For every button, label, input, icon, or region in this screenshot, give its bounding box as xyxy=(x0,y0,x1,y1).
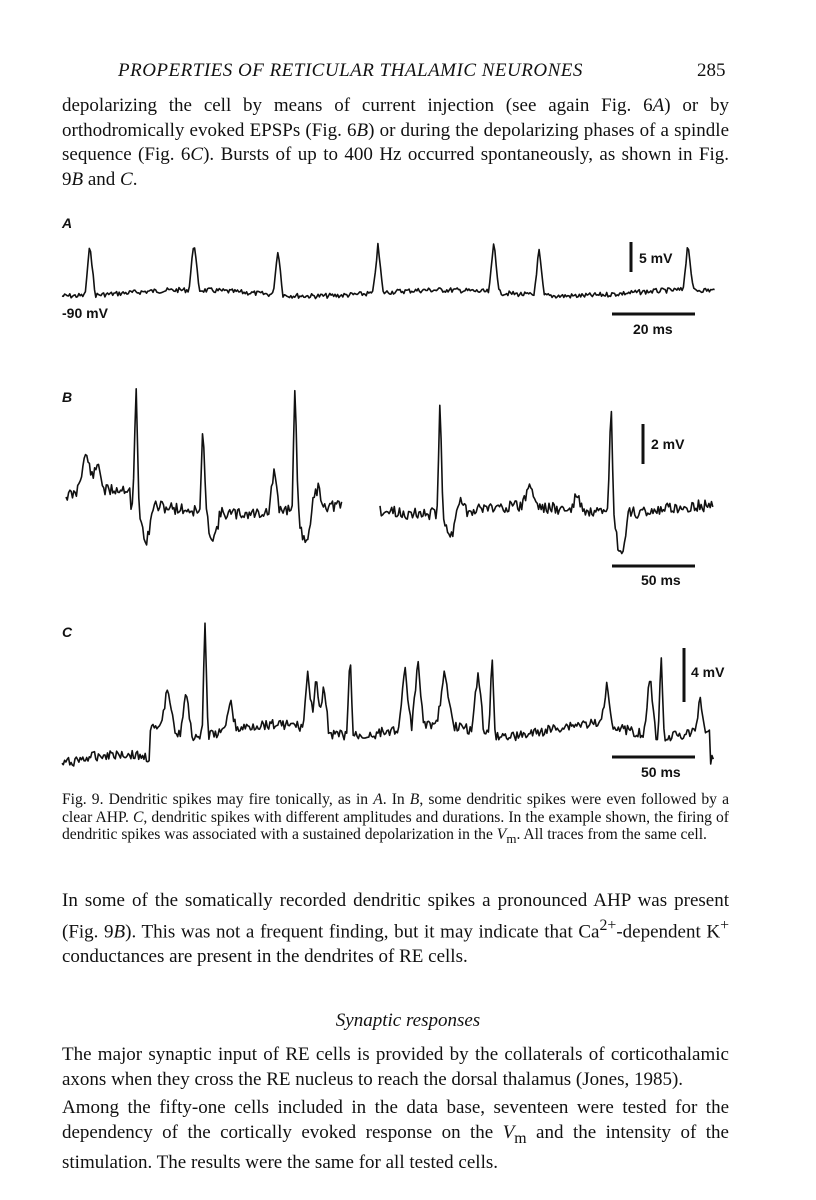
panel-a-time-scale-label: 20 ms xyxy=(633,321,673,337)
panel-a-baseline-label: -90 mV xyxy=(62,305,108,321)
panel-a-voltage-scale-label: 5 mV xyxy=(639,250,673,266)
panel-b-time-scale-label: 50 ms xyxy=(641,572,681,588)
panel-b-voltage-scale-label: 2 mV xyxy=(651,436,685,452)
panel-c-letter: C xyxy=(62,624,73,640)
panel-a-letter: A xyxy=(62,215,73,231)
panel-c xyxy=(62,623,725,780)
intro-paragraph: depolarizing the cell by means of current injection (see again Fig. 6A) or by orthodromically evoked EPSPs (Fig. 6B) or during the depolarizing phases of a spindle sequence (Fig. 6C). Bursts of up to 400 Hz occurred spontaneously, as shown in Fig. 9B and C. xyxy=(62,95,730,190)
body-paragraph-3: Among the fifty-one cells included in the data base, seventeen were tested for the dependency of the cortically evoked response on the $V_m$ and the intensity of the stimulation. The results were the same for all tested cells. xyxy=(62,1097,729,1173)
figure-caption: Fig. 9. Dendritic spikes may fire tonically, as in A. In B, some dendritic spikes were even followed by a clear AHP. C, dendritic spikes with different amplitudes and durations. In the example shown, the firing of dendritic spikes was associated with a sustained depolarization in the $V_m$. All traces from the same cell. xyxy=(62,791,730,847)
panel-b-trace-right xyxy=(380,405,713,553)
running-title: PROPERTIES OF RETICULAR THALAMIC NEURONES xyxy=(118,60,583,81)
panel-a-trace xyxy=(62,244,715,299)
panel-b-letter: B xyxy=(62,389,73,405)
panel-b xyxy=(62,389,713,588)
section-heading: Synaptic responses xyxy=(335,1010,481,1031)
body-paragraph-1: In some of the somatically recorded dendritic spikes a pronounced AHP was present (Fig. 9B). This was not a frequent finding, but it may indicate that $Ca^{2+}$-dependent K+ conductances are present in the dendrites of RE cells. xyxy=(62,890,729,967)
panel-c-time-scale-label: 50 ms xyxy=(641,764,681,780)
panel-a xyxy=(61,215,715,337)
panel-c-voltage-scale-label: 4 mV xyxy=(691,664,725,680)
panel-c-trace xyxy=(62,623,713,766)
panel-b-trace-left xyxy=(66,389,342,545)
body-paragraph-2: The major synaptic input of RE cells is provided by the collaterals of corticothalamic axons when they cross the RE nucleus to reach the dorsal thalamus (Jones, 1985). xyxy=(62,1044,729,1090)
page-number: 285 xyxy=(697,60,726,81)
